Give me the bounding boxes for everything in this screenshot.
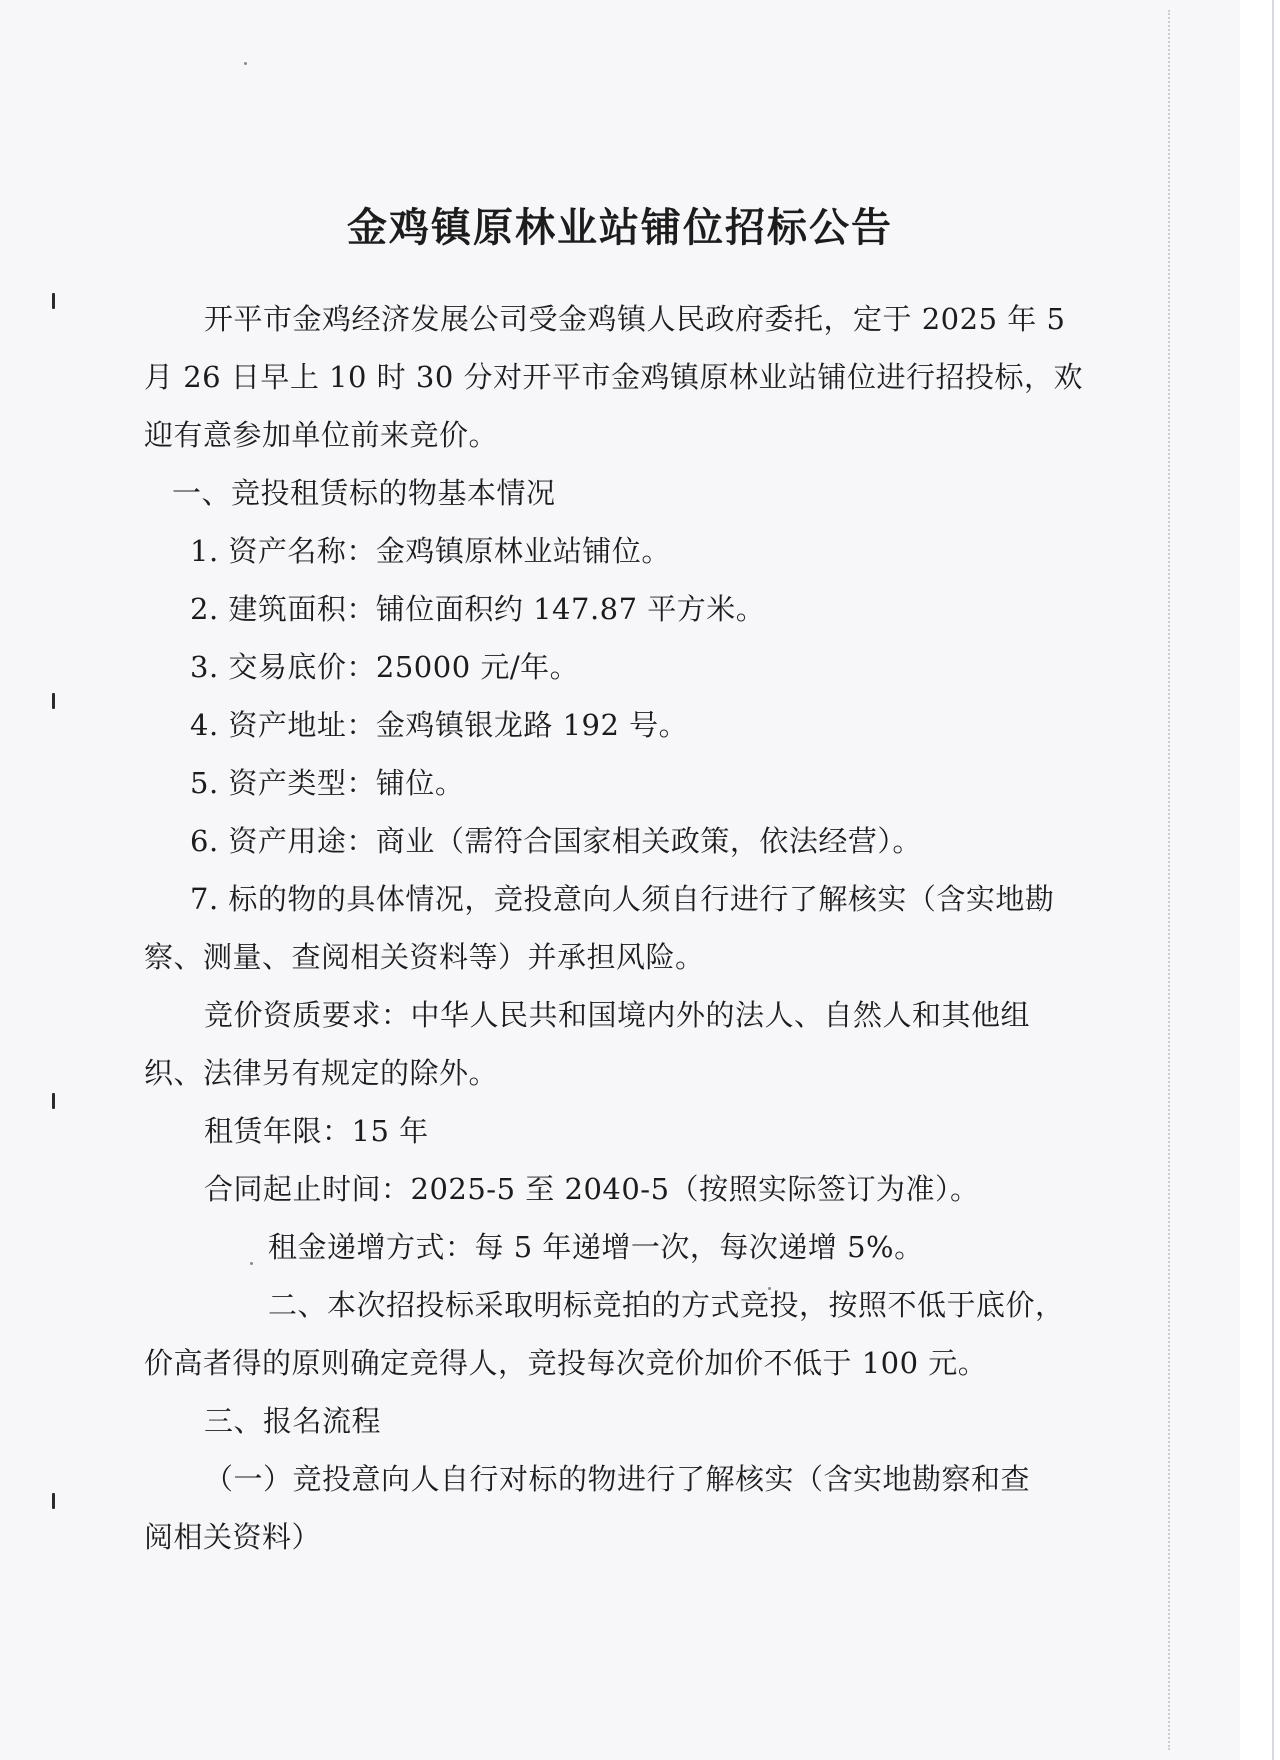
list-item-asset-use: 6. 资产用途：商业（需符合国家相关政策，依法经营）。 [190, 824, 922, 858]
scan-margin-rule [1272, 0, 1274, 1760]
contract-period: 合同起止时间：2025-5 至 2040-5（按照实际签订为准）。 [204, 1172, 980, 1206]
rent-increase-method: 租金递增方式：每 5 年递增一次，每次递增 5%。 [268, 1230, 924, 1264]
paragraph-intro-line: 迎有意参加单位前来竞价。 [144, 418, 499, 452]
binding-hole-mark [52, 1093, 55, 1109]
section-heading-registration: 三、报名流程 [204, 1404, 382, 1438]
qualification-requirement-cont: 织、法律另有规定的除外。 [144, 1056, 499, 1090]
binding-hole-mark [52, 1493, 55, 1509]
section-bidding-method-cont: 价高者得的原则确定竞得人，竞投每次竞价加价不低于 100 元。 [144, 1346, 988, 1380]
section-bidding-method: 二、本次招投标采取明标竞拍的方式竞投，按照不低于底价， [268, 1288, 1065, 1322]
list-item-floor-area: 2. 建筑面积：铺位面积约 147.87 平方米。 [190, 592, 766, 626]
list-item-base-price: 3. 交易底价：25000 元/年。 [190, 650, 580, 684]
list-item-asset-name: 1. 资产名称：金鸡镇原林业站铺位。 [190, 534, 671, 568]
registration-step-1-cont: 阅相关资料） [144, 1520, 322, 1554]
lease-term: 租赁年限：15 年 [204, 1114, 429, 1148]
binding-hole-mark [52, 293, 55, 309]
section-heading-basic-info: 一、竞投租赁标的物基本情况 [172, 476, 556, 510]
paragraph-intro-line: 开平市金鸡经济发展公司受金鸡镇人民政府委托，定于 2025 年 5 [204, 302, 1066, 336]
paragraph-intro-line: 月 26 日早上 10 时 30 分对开平市金鸡镇原林业站铺位进行招投标，欢 [144, 360, 1084, 394]
list-item-asset-type: 5. 资产类型：铺位。 [190, 766, 465, 800]
list-item-asset-address: 4. 资产地址：金鸡镇银龙路 192 号。 [190, 708, 689, 742]
binding-hole-mark [52, 693, 55, 709]
document-title: 金鸡镇原林业站铺位招标公告 [347, 205, 893, 251]
scan-speck [244, 62, 247, 65]
registration-step-1: （一）竞投意向人自行对标的物进行了解核实（含实地勘察和查 [204, 1462, 1031, 1496]
page-edge-dotted-line [1168, 10, 1170, 1750]
qualification-requirement: 竞价资质要求：中华人民共和国境内外的法人、自然人和其他组 [204, 998, 1031, 1032]
scan-margin-strip [1240, 0, 1280, 1760]
scan-speck [250, 1262, 253, 1265]
list-item-details-cont: 察、测量、查阅相关资料等）并承担风险。 [144, 940, 705, 974]
list-item-details: 7. 标的物的具体情况，竞投意向人须自行进行了解核实（含实地勘 [190, 882, 1055, 916]
